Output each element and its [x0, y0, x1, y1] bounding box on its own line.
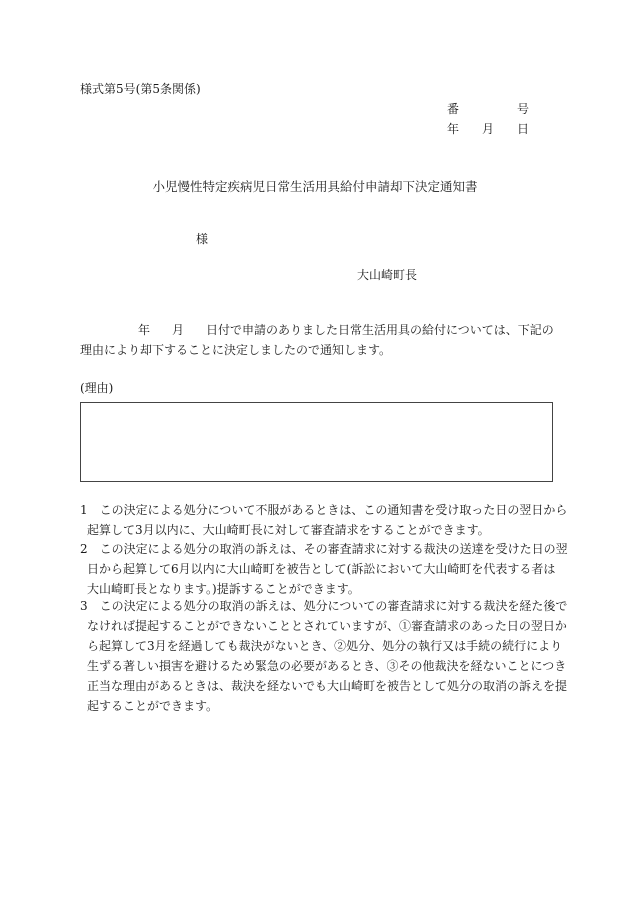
- note-line: 3 この決定による処分の取消の訴えは、処分についての審査請求に対する裁決を経た後で: [80, 599, 568, 613]
- body-paragraph: [80, 320, 552, 360]
- note-line: なければ提起することができないこととされていますが、①審査請求のあった日の翌日か: [87, 619, 567, 633]
- document-title: 小児慢性特定疾病児日常生活用具給付申請却下決定通知書: [152, 179, 478, 194]
- recipient-suffix: 様: [196, 232, 209, 246]
- date-month: 月: [482, 122, 495, 136]
- date-year: 年: [447, 122, 460, 136]
- date-day: 日: [517, 122, 530, 136]
- number-label: 番: [447, 102, 460, 116]
- body-line-2: 理由により却下することに決定しましたので通知します。: [80, 343, 392, 357]
- note-line: 日から起算して6月以内に大山崎町を被告として(訴訟において大山崎町を代表する者は: [87, 562, 556, 576]
- number-suffix: 号: [517, 102, 530, 116]
- note-line: 正当な理由があるときは、裁決を経ないでも大山崎町を被告として処分の取消の訴えを提: [87, 679, 568, 693]
- form-number: 様式第5号(第5条関係): [80, 82, 201, 96]
- note-line: 生ずる著しい損害を避けるため緊急の必要があるとき、③その他裁決を経ないことにつき: [87, 659, 567, 673]
- reason-box: [80, 402, 553, 482]
- note-line: ら起算して3月を経過しても裁決がないとき、②処分、処分の執行又は手続の続行により: [87, 639, 563, 653]
- note-line: 2 この決定による処分の取消の訴えは、その審査請求に対する裁決の送達を受けた日の翌: [80, 542, 568, 556]
- note-line: 大山崎町長となります。)提訴することができます。: [87, 582, 360, 596]
- note-1: [80, 500, 568, 540]
- reason-label: (理由): [80, 381, 114, 395]
- note-3: [80, 596, 568, 716]
- body-line-1: [80, 320, 552, 340]
- body-line-1-text: 日付で申請のありました日常生活用具の給付については、下記の: [206, 323, 554, 337]
- note-line: 1 この決定による処分について不服があるときは、この通知書を受け取った日の翌日から: [80, 503, 568, 517]
- sender-name: 大山崎町長: [357, 268, 418, 282]
- note-line: 起算して3月以内に、大山崎町長に対して審査請求をすることができます。: [87, 523, 490, 537]
- body-month: 月: [172, 323, 185, 337]
- body-year: 年: [138, 323, 151, 337]
- note-2: [80, 539, 568, 599]
- note-line: 起することができます。: [87, 699, 219, 713]
